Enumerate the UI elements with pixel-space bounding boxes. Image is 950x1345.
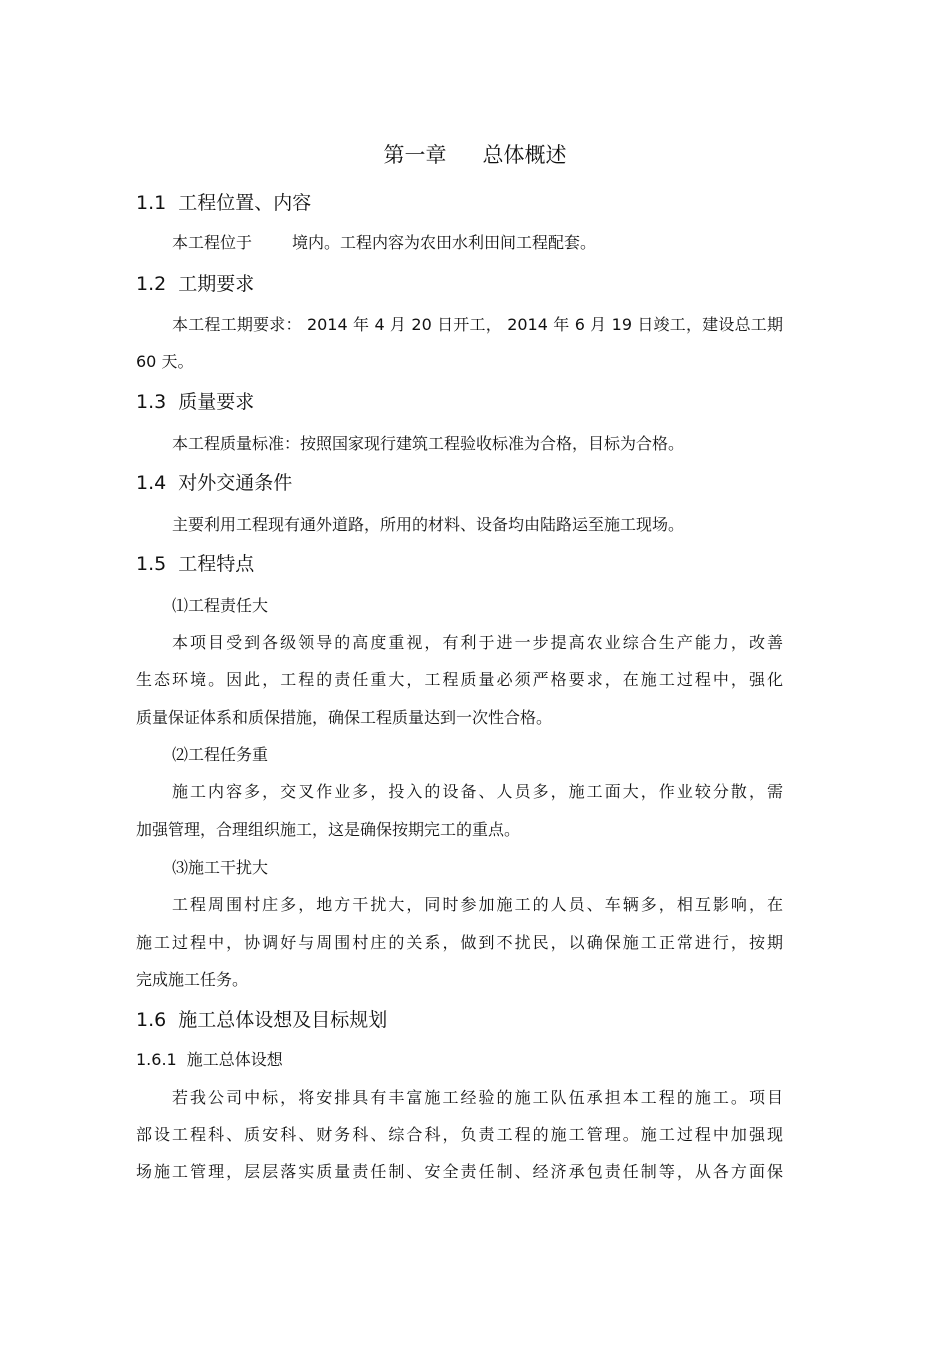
paragraph-line: 本项目受到各级领导的高度重视，有利于进一步提高农业综合生产能力，改善 xyxy=(172,633,783,652)
section-title: 质量要求 xyxy=(178,391,255,413)
subsection-heading-1-6-1 xyxy=(136,1048,283,1072)
chapter-title xyxy=(0,140,950,170)
subsection-title: 施工总体设想 xyxy=(186,1050,283,1069)
paragraph-line: 若我公司中标，将安排具有丰富施工经验的施工队伍承担本工程的施工。项目 xyxy=(172,1088,783,1107)
section-title: 工程特点 xyxy=(178,553,255,575)
section-number: 1.3 xyxy=(136,391,167,413)
paragraph-line: 质量保证体系和质保措施，确保工程质量达到一次性合格。 xyxy=(136,708,553,727)
section-number: 1.2 xyxy=(136,273,167,295)
paragraph-line: 施工过程中，协调好与周围村庄的关系，做到不扰民，以确保施工正常进行，按期 xyxy=(136,933,783,952)
section-number: 1.1 xyxy=(136,192,167,214)
section-heading-1-1 xyxy=(136,190,311,216)
section-heading-1-5 xyxy=(136,551,254,577)
paragraph-line: 完成施工任务。 xyxy=(136,970,249,989)
list-item-title: ⑶施工干扰大 xyxy=(172,858,269,877)
paragraph-line: 施工内容多，交叉作业多，投入的设备、人员多，施工面大，作业较分散，需 xyxy=(172,782,783,801)
section-number: 1.6 xyxy=(136,1009,167,1031)
paragraph-line: 工程周围村庄多，地方干扰大，同时参加施工的人员、车辆多，相互影响，在 xyxy=(172,895,783,914)
section-heading-1-2 xyxy=(136,271,254,297)
list-item-title: ⑴工程责任大 xyxy=(172,596,269,615)
section-number: 1.4 xyxy=(136,472,167,494)
subsection-number: 1.6.1 xyxy=(136,1050,177,1069)
chapter-name: 总体概述 xyxy=(482,143,567,167)
paragraph-text: 境内。工程内容为农田水利田间工程配套。 xyxy=(292,233,597,252)
section-title: 对外交通条件 xyxy=(178,472,293,494)
paragraph-line: 生态环境。因此，工程的责任重大，工程质量必须严格要求，在施工过程中，强化 xyxy=(136,670,783,689)
paragraph-line: 部设工程科、质安科、财务科、综合科，负责工程的施工管理。施工过程中加强现 xyxy=(136,1125,783,1144)
paragraph-text: 本工程位于 xyxy=(172,233,253,252)
section-title: 工期要求 xyxy=(178,273,255,295)
section-title: 工程位置、内容 xyxy=(178,192,312,214)
paragraph-line: 本工程工期要求： 2014 年 4 月 20 日开工， 2014 年 6 月 19 日竣工，建设总工期 xyxy=(172,315,783,334)
section-title: 施工总体设想及目标规划 xyxy=(178,1009,388,1031)
paragraph-line: 场施工管理，层层落实质量责任制、安全责任制、经济承包责任制等，从各方面保 xyxy=(136,1162,783,1181)
section-number: 1.5 xyxy=(136,553,167,575)
paragraph-line: 加强管理，合理组织施工，这是确保按期完工的重点。 xyxy=(136,820,521,839)
paragraph-line: 主要利用工程现有通外道路，所用的材料、设备均由陆路运至施工现场。 xyxy=(172,515,685,534)
list-item-title: ⑵工程任务重 xyxy=(172,745,269,764)
section-heading-1-6 xyxy=(136,1007,387,1033)
section-heading-1-4 xyxy=(136,470,292,496)
paragraph-line: 60 天。 xyxy=(136,352,194,371)
section-heading-1-3 xyxy=(136,389,254,415)
paragraph-line: 本工程质量标准：按照国家现行建筑工程验收标准为合格，目标为合格。 xyxy=(172,434,685,453)
paragraph-line xyxy=(172,231,596,255)
chapter-prefix: 第一章 xyxy=(383,143,447,167)
